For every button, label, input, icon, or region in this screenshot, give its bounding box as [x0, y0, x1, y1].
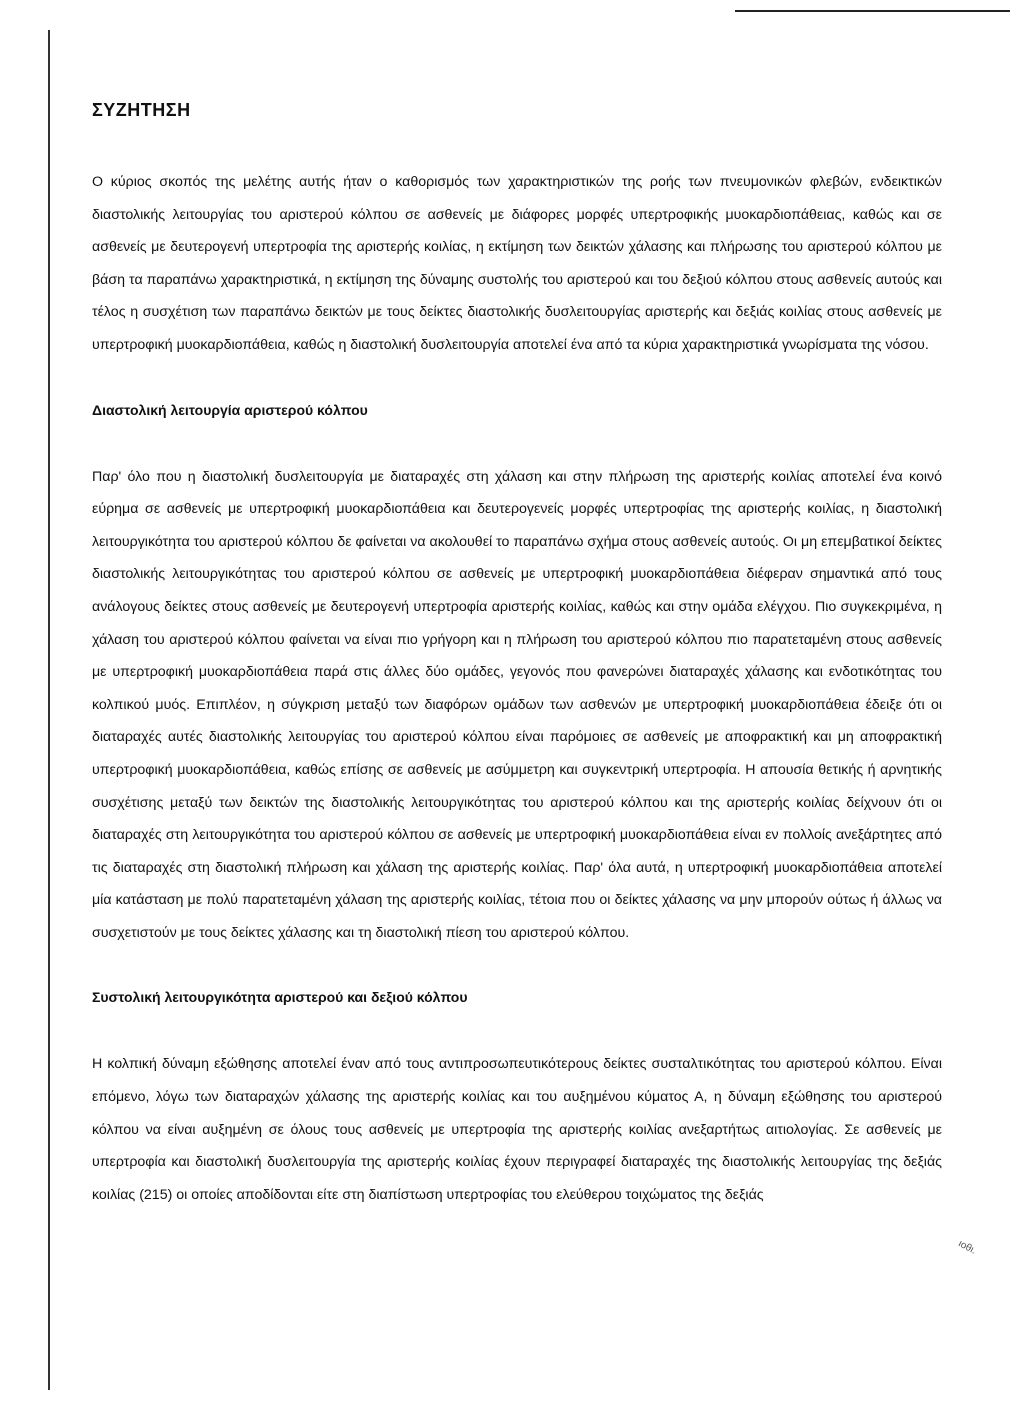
document-page [92, 100, 942, 1251]
systolic-paragraph: Η κολπική δύναμη εξώθησης αποτελεί έναν από τους αντιπροσωπευτικότερους δείκτες συσταλτικότητας του αριστερού κόλπου. Είναι επόμενο, λόγω των διαταραχών χάλασης της αριστερής κοιλίας και του αυξημένου κύματος Α, η δύναμη εξώθησης του αριστερού κόλπου να είναι αυξημένη σε όλους τους ασθενείς με υπερτροφία της αριστερής κοιλίας ανεξαρτήτως αιτιολογίας. Σε ασθενείς με υπερτροφία και διαστολική δυσλειτουργία της αριστερής κοιλίας έχουν περιγραφεί διαταραχές της διαστολικής λειτουργίας της δεξιάς κοιλίας (215) οι οποίες αποδίδονται είτε στη διαπίστωση υπερτροφίας του ελεύθερου τοιχώματος της δεξιάς [92, 1056, 942, 1203]
diastolic-paragraph: Παρ' όλο που η διαστολική δυσλειτουργία με διαταραχές στη χάλαση και στην πλήρωση της αριστερής κοιλίας αποτελεί ένα κοινό εύρημα σε ασθενείς με υπερτροφική μυοκαρδιοπάθεια και δευτερογενείς μορφές υπερτροφίας της αριστερής κοιλίας, η διαστολική λειτουργικότητα του αριστερού κόλπου δε φαίνεται να ακολουθεί το παραπάνω σχήμα στους ασθενείς αυτούς. Οι μη επεμβατικοί δείκτες διαστολικής λειτουργικότητας του αριστερού κόλπου σε ασθενείς με υπερτροφική μυοκαρδιοπάθεια διέφεραν σημαντικά από τους ανάλογους δείκτες στους ασθενείς με δευτερογενή υπερτροφία αριστερής κοιλίας, καθώς και στην ομάδα ελέγχου. Πιο συγκεκριμένα, η χάλαση του αριστερού κόλπου φαίνεται να είναι πιο γρήγορη και η πλήρωση του αριστερού κόλπου πιο παρατεταμένη στους ασθενείς με υπερτροφική μυοκαρδιοπάθεια παρά στις άλλες δύο ομάδες, γεγονός που φανερώνει διαταραχές χάλασης και ενδοτικότητας του κολπικού μυός. Επιπλέον, η σύγκριση μεταξύ των διαφόρων ομάδων των ασθενών με υπερτροφική μυοκαρδιοπάθεια έδειξε ότι οι διαταραχές αυτές διαστολικής λειτουργίας του αριστερού κόλπου είναι παρόμοιες σε ασθενείς με αποφρακτική και μη αποφρακτική υπερτροφική μυοκαρδιοπάθεια, καθώς επίσης σε ασθενείς με ασύμμετρη και συγκεντρική υπερτροφία. Η απουσία θετικής ή αρνητικής συσχέτισης μεταξύ των δεικτών της διαστολικής λειτουργικότητας του αριστερού κόλπου και της αριστερής κοιλίας δείχνουν ότι οι διαταραχές στη λειτουργικότητα του αριστερού κόλπου σε ασθενείς με υπερτροφική μυοκαρδιοπάθεια είναι εν πολλοίς ανεξάρτητες από τις διαταραχές στη διαστολική πλήρωση και χάλαση της αριστερής κοιλίας. Παρ' όλα αυτά, η υπερτροφική μυοκαρδιοπάθεια αποτελεί μία κατάσταση με πολύ παρατεταμένη χάλαση της αριστερής κοιλίας, τέτοια που οι δείκτες χάλασης να μην μπορούν ούτως ή άλλως να συσχετιστούν με τους δείκτες χάλασης και τη διαστολική πίεση του αριστερού κόλπου. [92, 468, 942, 941]
intro-paragraph: Ο κύριος σκοπός της μελέτης αυτής ήταν ο καθορισμός των χαρακτηριστικών της ροής των πνευμονικών φλεβών, ενδεικτικών διαστολικής λειτουργίας του αριστερού κόλπου σε ασθενείς με διάφορες μορφές υπερτροφικής μυοκαρδιοπάθειας, καθώς και σε ασθενείς με δευτερογενή υπερτροφία της αριστερής κοιλίας, η εκτίμηση των δεικτών χάλασης και πλήρωσης του αριστερού κόλπου με βάση τα παραπάνω χαρακτηριστικά, η εκτίμηση της δύναμης συστολής του αριστερού και του δεξιού κόλπου στους ασθενείς αυτούς και τέλος η συσχέτιση των παραπάνω δεικτών με τους δείκτες διαστολικής δυσλειτουργίας αριστερής και δεξιάς κοιλίας στους ασθενείς με υπερτροφική μυοκαρδιοπάθεια, καθώς η διαστολική δυσλειτουργία αποτελεί ένα από τα κύρια χαρακτηριστικά γνωρίσματα της νόσου. [92, 174, 942, 353]
scan-edge-left [48, 30, 50, 1390]
scan-edge-top [735, 10, 1010, 12]
section-heading-systolic: Συστολική λειτουργικότητα αριστερού και δεξιού κόλπου [92, 989, 468, 1006]
section-heading-diastolic: Διαστολική λειτουργία αριστερού κόλπου [92, 401, 368, 418]
page-title: ΣΥΖΗΤΗΣΗ [92, 100, 191, 120]
margin-handwriting-mark: ιοθι. [956, 1238, 978, 1257]
